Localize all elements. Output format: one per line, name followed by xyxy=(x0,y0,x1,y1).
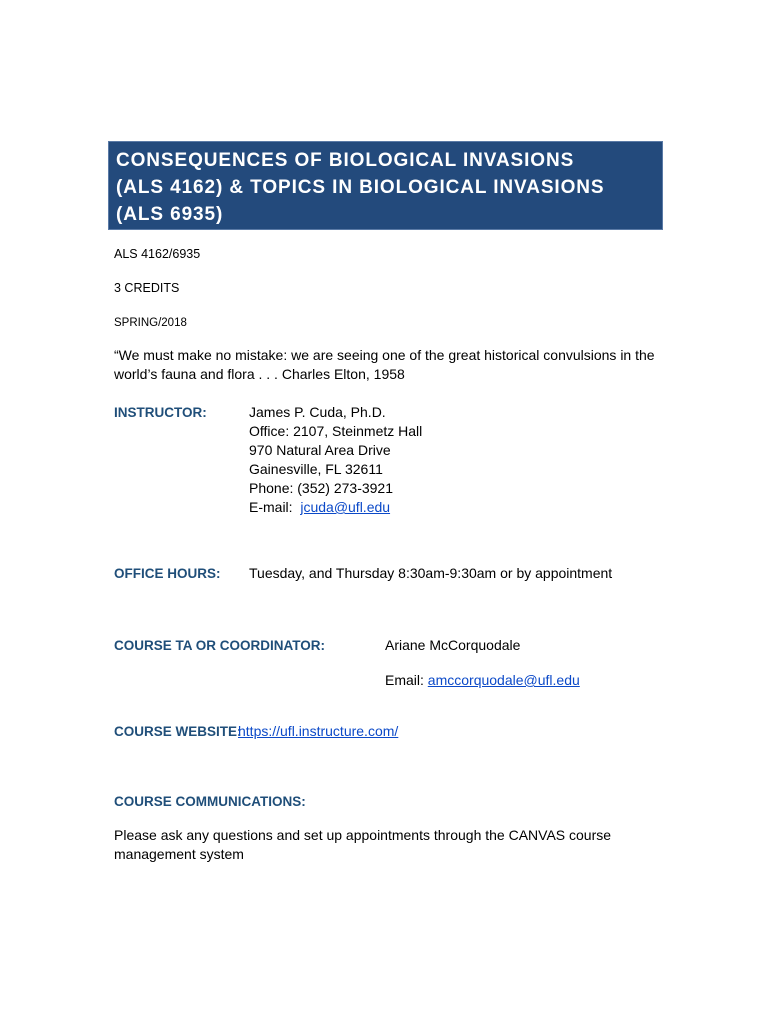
instructor-name: James P. Cuda, Ph.D. xyxy=(249,404,386,420)
course-ta-email-link[interactable]: amccorquodale@ufl.edu xyxy=(427,672,580,688)
office-hours-value: Tuesday, and Thursday 8:30am-9:30am or by appointment xyxy=(249,565,613,581)
course-communications-text xyxy=(114,826,611,864)
course-ta-name: Ariane McCorquodale xyxy=(385,637,521,653)
quote-line-1: “We must make no mistake: we are seeing one of the great historical convulsions in the xyxy=(114,347,655,363)
quote-line-2: world’s fauna and flora . . . Charles Elton, 1958 xyxy=(114,366,405,382)
communications-line-2: management system xyxy=(114,846,244,862)
instructor-address: 970 Natural Area Drive xyxy=(249,442,391,458)
instructor-city: Gainesville, FL 32611 xyxy=(249,461,383,477)
course-term: SPRING/2018 xyxy=(114,317,187,329)
course-title-line-3: (ALS 6935) xyxy=(116,204,224,225)
instructor-email-prefix: E-mail: xyxy=(249,499,301,515)
instructor-details xyxy=(249,403,422,517)
office-hours-label: OFFICE HOURS: xyxy=(114,566,221,581)
instructor-email-row xyxy=(249,498,422,517)
course-website-label: COURSE WEBSITE: xyxy=(114,724,242,739)
course-communications-label: COURSE COMMUNICATIONS: xyxy=(114,794,306,809)
course-credits: 3 CREDITS xyxy=(114,281,180,295)
instructor-office: Office: 2107, Steinmetz Hall xyxy=(249,423,423,439)
instructor-email-link[interactable]: jcuda@ufl.edu xyxy=(300,499,391,515)
instructor-label: INSTRUCTOR: xyxy=(114,405,207,420)
course-website-link[interactable]: https://ufl.instructure.com/ xyxy=(238,723,399,739)
course-code: ALS 4162/6935 xyxy=(114,247,201,261)
title-banner xyxy=(108,141,663,230)
elton-quote xyxy=(114,346,655,384)
course-title-line-2: (ALS 4162) & TOPICS IN BIOLOGICAL INVASIONS xyxy=(116,177,605,198)
course-ta-email-row xyxy=(385,671,580,690)
instructor-phone: Phone: (352) 273-3921 xyxy=(249,480,393,496)
course-ta-email-prefix: Email: xyxy=(385,672,428,688)
course-title-line-1: CONSEQUENCES OF BIOLOGICAL INVASIONS xyxy=(116,150,575,171)
course-ta-label: COURSE TA OR COORDINATOR: xyxy=(114,638,325,653)
communications-line-1: Please ask any questions and set up appointments through the CANVAS course xyxy=(114,827,612,843)
